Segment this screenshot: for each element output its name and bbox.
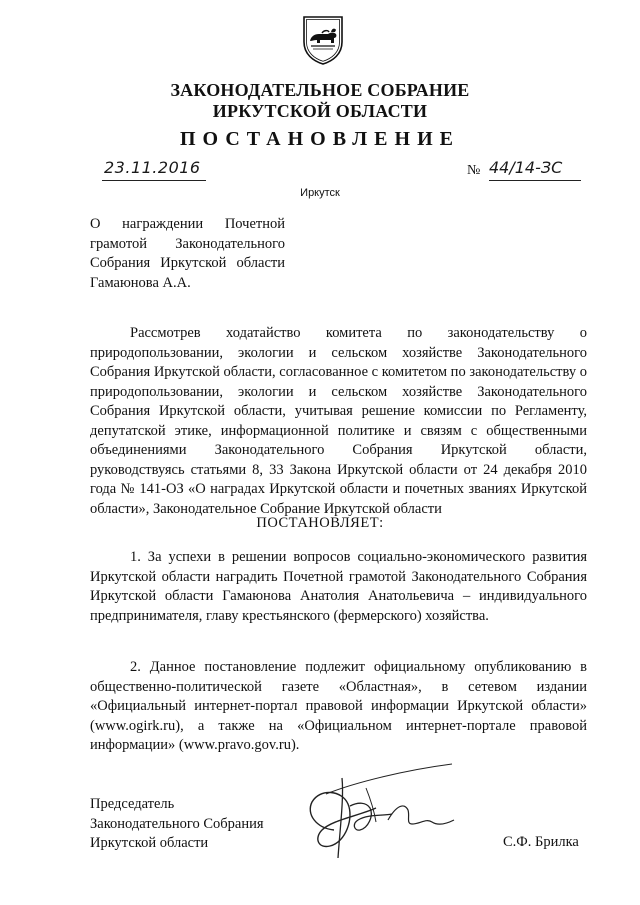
- handwritten-document-number: 44/14-ЗС: [489, 158, 563, 177]
- subject-heading: О награждении Почетной грамотой Законодательного Собрания Иркутской области Гамаюнова А.А.: [90, 216, 285, 291]
- signer-position: [90, 795, 310, 854]
- signer-position-line1: Председатель: [90, 796, 175, 812]
- decree-word: ПОСТАНОВЛЯЕТ:: [256, 515, 384, 531]
- organization-name-line2: ИРКУТСКОЙ ОБЛАСТИ: [212, 101, 428, 121]
- date-field: [102, 158, 206, 181]
- signer-position-line2: Законодательного Собрания: [90, 815, 264, 832]
- clause-1: 1. За успехи в решении вопросов социально-экономического развития Иркутской области наградить Почетной грамотой Законодательного Собрания Иркутской области Гамаюнова Анатолия Анатольевича – индивидуального предпринимателя, главу крестьянского (фермерского) хозяйства.: [90, 549, 587, 624]
- document-type-title: ПОСТАНОВЛЕНИЕ: [180, 128, 460, 150]
- document-number-field: [489, 158, 581, 181]
- preamble-paragraph: Рассмотрев ходатайство комитета по законодательству о природопользовании, экологии и сельском хозяйстве Законодательного Собрания Иркутской области, согласованное с комитетом по законодательству о природопользовании, экологии и сельском хозяйстве Законодательного Собрания Иркутской области, учитывая решение комиссии по Регламенту, депутатской этике, информационной политике и связям с общественными объединениями Законодательного Собрания Иркутской области, руководствуясь статьями 8, 33 Закона Иркутской области от 24 декабря 2010 года № 141-ОЗ «О наградах Иркутской области и почетных званиях Иркутской области», Законодательное Собрание Иркутской области: [90, 325, 587, 517]
- coat-of-arms-icon: [301, 14, 345, 66]
- clause-2: 2. Данное постановление подлежит официальному опубликованию в общественно-политической газете «Областная», в сетевом издании «Официальный интернет-портал правовой информации Иркутской области» (www.ogirk.ru), а также на «Официальном интернет-портале правовой информации» (www.pravo.gov.ru).: [90, 659, 587, 753]
- organization-name-line1: ЗАКОНОДАТЕЛЬНОЕ СОБРАНИЕ: [170, 80, 470, 100]
- signer-position-line3: Иркутской области: [90, 835, 209, 851]
- number-sign: №: [467, 163, 481, 178]
- signer-name: С.Ф. Брилка: [503, 834, 579, 850]
- handwritten-signature-icon: [296, 758, 456, 868]
- city-name: Иркутск: [300, 187, 340, 199]
- handwritten-date: 23.11.2016: [104, 158, 201, 177]
